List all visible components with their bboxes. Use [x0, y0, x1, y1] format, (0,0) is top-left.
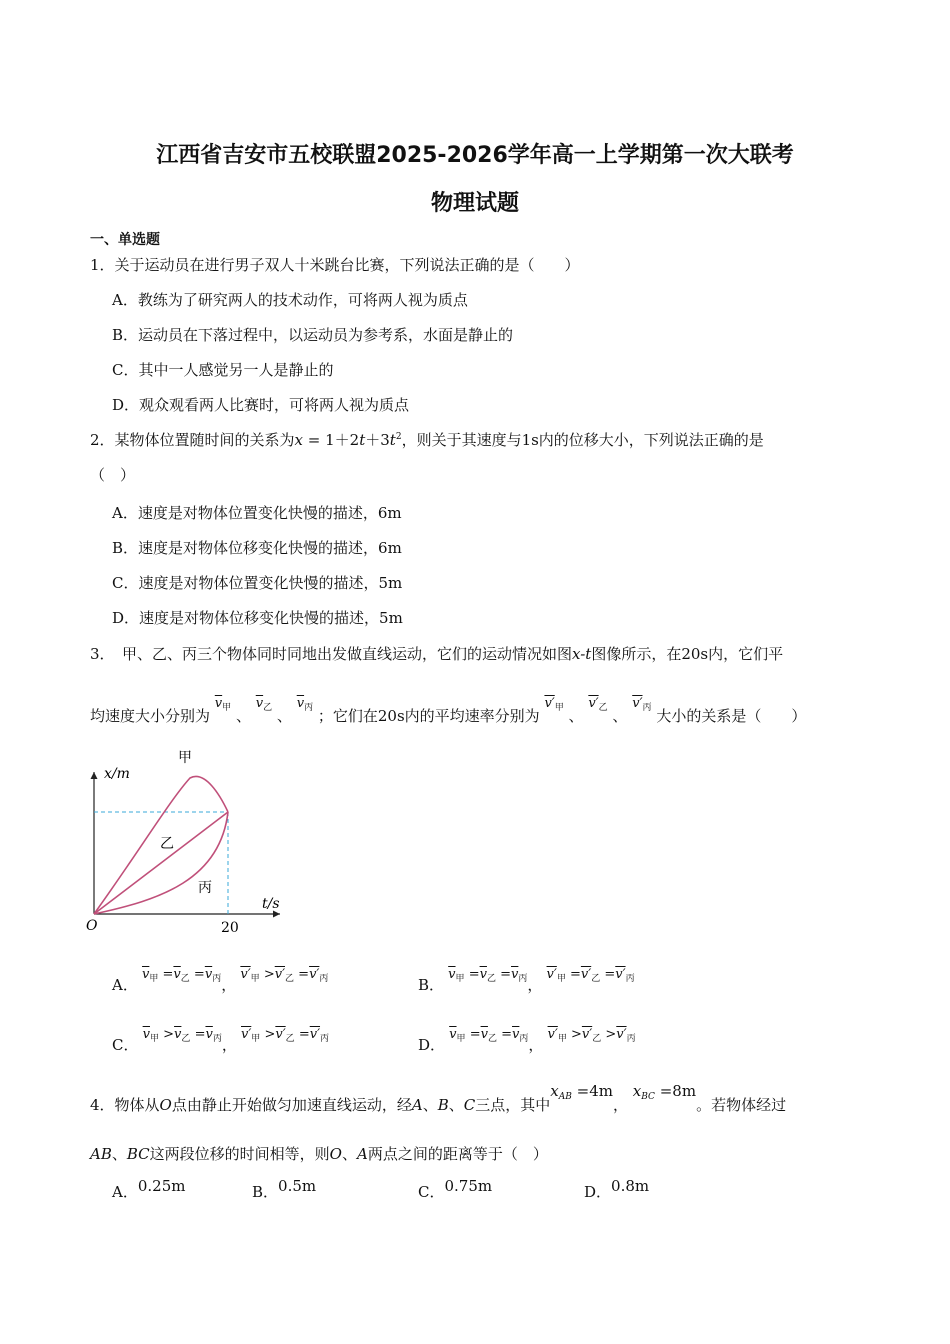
- v-symbol: $\overline{v}$: [205, 1027, 213, 1042]
- q4-xbc: [628, 1082, 696, 1100]
- sub-bing: 丙: [519, 1034, 529, 1044]
- sub-jia: 甲: [149, 974, 159, 984]
- sub-yi: 乙: [181, 1034, 191, 1044]
- vprime-symbol: v′: [241, 1027, 252, 1042]
- q2-option-c: C．速度是对物体位置变化快慢的描述，5m: [112, 574, 403, 592]
- q3-option-a: [112, 962, 329, 994]
- relation: >: [163, 1027, 175, 1042]
- option-d-relations: [445, 1027, 636, 1054]
- sub-yi: 乙: [598, 703, 608, 713]
- sub-bing: 丙: [626, 1034, 636, 1044]
- comma: ，: [613, 1096, 629, 1114]
- q3-option-d: [418, 1022, 636, 1054]
- vprime-symbol: v′: [581, 1027, 593, 1042]
- sub-bing: 丙: [320, 1034, 330, 1044]
- sep: 、: [235, 707, 251, 725]
- sub-jia: 甲: [456, 1034, 466, 1044]
- sub-bing: 丙: [518, 974, 528, 984]
- q4-option-b: [252, 1178, 316, 1199]
- q4-point-a: A: [411, 1096, 423, 1114]
- seg-bc: BC: [126, 1145, 150, 1163]
- x-axis-label: t/s: [262, 896, 280, 912]
- relation: =: [469, 1027, 481, 1042]
- option-letter: D．: [584, 1183, 612, 1201]
- sub-jia: 甲: [251, 1034, 261, 1044]
- v-symbol: $\overline{v}$: [296, 696, 305, 711]
- relation: >: [264, 1027, 276, 1042]
- option-letter: A．: [112, 1183, 138, 1201]
- q4-option-a: [112, 1178, 185, 1199]
- vprime-symbol: v′: [588, 696, 599, 711]
- relation: =: [162, 967, 174, 982]
- q2-stem-pre: 2．某物体位置随时间的关系为: [90, 431, 295, 449]
- option-a-relations: [138, 967, 329, 994]
- q1-option-c: C．其中一人感觉另一人是静止的: [112, 361, 334, 379]
- q2-stem: [90, 429, 764, 450]
- relation: =: [194, 1027, 206, 1042]
- q2-eq-exp: 2: [395, 432, 402, 442]
- q3-stem: [90, 643, 783, 664]
- q2-eq-mid1: = 1＋2: [303, 431, 360, 449]
- sub-jia: 甲: [149, 1034, 159, 1044]
- q3-v-bing: [297, 693, 318, 711]
- option-letter: B．: [418, 976, 445, 994]
- vprime-symbol: v′: [275, 1027, 286, 1042]
- sep: 、: [422, 1096, 438, 1114]
- vprime-symbol: v′: [580, 967, 592, 982]
- label-yi: 乙: [160, 836, 174, 852]
- sub-yi: 乙: [486, 974, 496, 984]
- sub-jia: 甲: [557, 1034, 567, 1044]
- q4-s1: 4．物体从: [90, 1096, 160, 1114]
- v-symbol: $\overline{v}$: [448, 967, 456, 982]
- sub-jia: 甲: [222, 703, 232, 713]
- q3-vp-jia: [544, 693, 568, 711]
- x-symbol: x: [632, 1082, 642, 1100]
- vprime-symbol: v′: [309, 1027, 321, 1042]
- q4-s4: 。若物体经过: [696, 1096, 787, 1114]
- v-symbol: $\overline{v}$: [511, 967, 519, 982]
- q2-option-b: B．速度是对物体位移变化快慢的描述，6m: [112, 539, 402, 557]
- origin-label: O: [86, 918, 98, 934]
- sub-jia: 甲: [250, 974, 260, 984]
- q4-point-b: B: [437, 1096, 449, 1114]
- relation: >: [263, 967, 275, 982]
- sub-yi: 乙: [263, 703, 273, 713]
- sep: 、: [111, 1145, 127, 1163]
- option-letter: C．: [418, 1183, 445, 1201]
- y-axis-label-text: x/m: [104, 766, 130, 782]
- q3-line2-c: 大小的关系是（ ）: [656, 707, 807, 725]
- sep: 、: [341, 1145, 357, 1163]
- q3-line2-a: 均速度大小分别为: [90, 707, 211, 725]
- vprime-symbol: v′: [616, 1027, 627, 1042]
- vprime-symbol: v′: [544, 696, 555, 711]
- q3-v-yi: [256, 693, 277, 711]
- v-symbol: $\overline{v}$: [174, 1027, 182, 1042]
- q3-vp-yi: [588, 693, 612, 711]
- q2-eq-t2: t: [389, 431, 396, 449]
- q3-vp-bing: [632, 693, 656, 711]
- sep: 、: [568, 707, 584, 725]
- q2-paren: （ ）: [90, 466, 136, 484]
- sub-bing: 丙: [304, 703, 314, 713]
- comma: ，: [528, 1036, 544, 1054]
- v-symbol: $\overline{v}$: [204, 967, 213, 982]
- q3-avg-velocities: [215, 693, 236, 711]
- x-tick-20: 20: [221, 920, 239, 936]
- v-symbol: $\overline{v}$: [449, 1027, 457, 1042]
- q4-s2: 点由静止开始做匀加速直线运动，经: [171, 1096, 412, 1114]
- v-symbol: $\overline{v}$: [255, 696, 264, 711]
- option-b-relations: [444, 967, 635, 994]
- q4-xab: [550, 1082, 613, 1100]
- q1-stem: 1．关于运动员在进行男子双人十米跳台比赛，下列说法正确的是（ ）: [90, 256, 580, 274]
- xbc-value: =8m: [659, 1082, 697, 1100]
- q2-option-d: D．速度是对物体位移变化快慢的描述，5m: [112, 609, 403, 627]
- relation: =: [501, 1027, 513, 1042]
- sub-jia: 甲: [455, 974, 465, 984]
- q3-stem-pre: 3． 甲、乙、丙三个物体同时同地出发做直线运动，它们的运动情况如图: [90, 645, 573, 663]
- comma: ，: [221, 1036, 237, 1054]
- relation: =: [193, 967, 205, 982]
- q3-option-c: [112, 1022, 330, 1054]
- q4-point-o: O: [159, 1096, 172, 1114]
- relation: >: [605, 1027, 617, 1042]
- comma: ，: [527, 976, 543, 994]
- vprime-symbol: v′: [309, 967, 320, 982]
- exam-title: 江西省吉安市五校联盟2025-2026学年高一上学期第一次大联考: [156, 143, 794, 168]
- vprime-symbol: v′: [274, 967, 286, 982]
- option-value: 0.5m: [278, 1177, 317, 1195]
- q4-point-a: A: [357, 1145, 368, 1163]
- sub-bing: 丙: [642, 703, 652, 713]
- relation: =: [298, 1027, 310, 1042]
- seg-ab: AB: [90, 1145, 112, 1163]
- v-symbol: $\overline{v}$: [173, 967, 181, 982]
- q4-option-d: [584, 1178, 649, 1199]
- y-axis-label: [104, 766, 130, 782]
- exam-subject: 物理试题: [430, 191, 519, 216]
- q3-stem-post: 图像所示，在20s内，它们平: [591, 645, 784, 663]
- v-symbol: $\overline{v}$: [142, 1027, 150, 1042]
- q4-point-o: O: [329, 1145, 342, 1163]
- option-letter: D．: [418, 1036, 446, 1054]
- sep: 、: [448, 1096, 464, 1114]
- q4-option-c: [418, 1178, 492, 1199]
- sep: 、: [612, 707, 628, 725]
- v-symbol: $\overline{v}$: [141, 967, 150, 982]
- q2-option-a: A．速度是对物体位置变化快慢的描述，6m: [112, 504, 402, 522]
- sub-yi: 乙: [285, 1034, 295, 1044]
- sub-yi: 乙: [180, 974, 190, 984]
- q2-eq-mid2: ＋3: [365, 431, 390, 449]
- vprime-symbol: v′: [546, 967, 557, 982]
- sub-yi: 乙: [285, 974, 295, 984]
- sub-yi: 乙: [591, 974, 601, 984]
- option-c-relations: [138, 1027, 330, 1054]
- option-value: 0.75m: [444, 1177, 493, 1195]
- vprime-symbol: v′: [615, 967, 626, 982]
- q3-option-b: [418, 962, 635, 994]
- sep: 、: [276, 707, 292, 725]
- sub-bing: 丙: [212, 974, 222, 984]
- label-jia: 甲: [178, 750, 192, 766]
- sub-jia: 甲: [556, 974, 566, 984]
- relation: =: [468, 967, 480, 982]
- sub-bing: 丙: [319, 974, 329, 984]
- q1-option-b: B．运动员在下落过程中，以运动员为参考系，水面是静止的: [112, 326, 514, 344]
- v-symbol: $\overline{v}$: [480, 1027, 488, 1042]
- option-letter: C．: [112, 1036, 139, 1054]
- sub-bing: 丙: [212, 1034, 222, 1044]
- q4-stem: [90, 1082, 787, 1116]
- option-value: 0.25m: [137, 1177, 186, 1195]
- vprime-symbol: v′: [632, 696, 643, 711]
- sub-bc: BC: [641, 1092, 655, 1102]
- q3-line2: [90, 696, 807, 727]
- comma: ，: [221, 976, 237, 994]
- xt-graph: [80, 740, 300, 940]
- option-letter: B．: [252, 1183, 279, 1201]
- q2-eq-t1: t: [359, 431, 366, 449]
- sub-yi: 乙: [487, 1034, 497, 1044]
- q3-line2-b: ；它们在20s内的平均速率分别为: [317, 707, 540, 725]
- v-symbol: $\overline{v}$: [214, 696, 223, 711]
- relation: =: [298, 967, 310, 982]
- sub-bing: 丙: [625, 974, 635, 984]
- relation: =: [604, 967, 616, 982]
- sub-ab: AB: [558, 1092, 572, 1102]
- section-heading: 一、单选题: [90, 232, 160, 248]
- option-letter: A．: [112, 976, 138, 994]
- option-value: 0.8m: [611, 1177, 650, 1195]
- q4-line2: [90, 1143, 548, 1164]
- sub-yi: 乙: [592, 1034, 602, 1044]
- v-symbol: $\overline{v}$: [479, 967, 487, 982]
- relation: =: [500, 967, 512, 982]
- line-yi: [94, 812, 228, 914]
- q4-point-c: C: [463, 1096, 476, 1114]
- sub-jia: 甲: [554, 703, 564, 713]
- q2-eq-x: x: [294, 431, 304, 449]
- q4-l2-end: 两点之间的距离等于（ ）: [367, 1145, 548, 1163]
- q4-l2-mid: 这两段位移的时间相等，则: [149, 1145, 330, 1163]
- vprime-symbol: v′: [240, 967, 251, 982]
- q1-option-d: D．观众观看两人比赛时，可将两人视为质点: [112, 396, 410, 414]
- relation: >: [571, 1027, 582, 1042]
- q3-xt: x-t: [572, 645, 592, 663]
- q2-stem-post: ，则关于其速度与1s内的位移大小，下列说法正确的是: [401, 431, 764, 449]
- v-symbol: $\overline{v}$: [512, 1027, 520, 1042]
- relation: =: [570, 967, 581, 982]
- label-bing: 丙: [198, 880, 212, 896]
- xab-value: =4m: [576, 1082, 613, 1100]
- q4-s3: 三点，其中: [475, 1096, 551, 1114]
- vprime-symbol: v′: [547, 1027, 558, 1042]
- q1-option-a: A．教练为了研究两人的技术动作，可将两人视为质点: [112, 291, 468, 309]
- x-symbol: x: [550, 1082, 559, 1100]
